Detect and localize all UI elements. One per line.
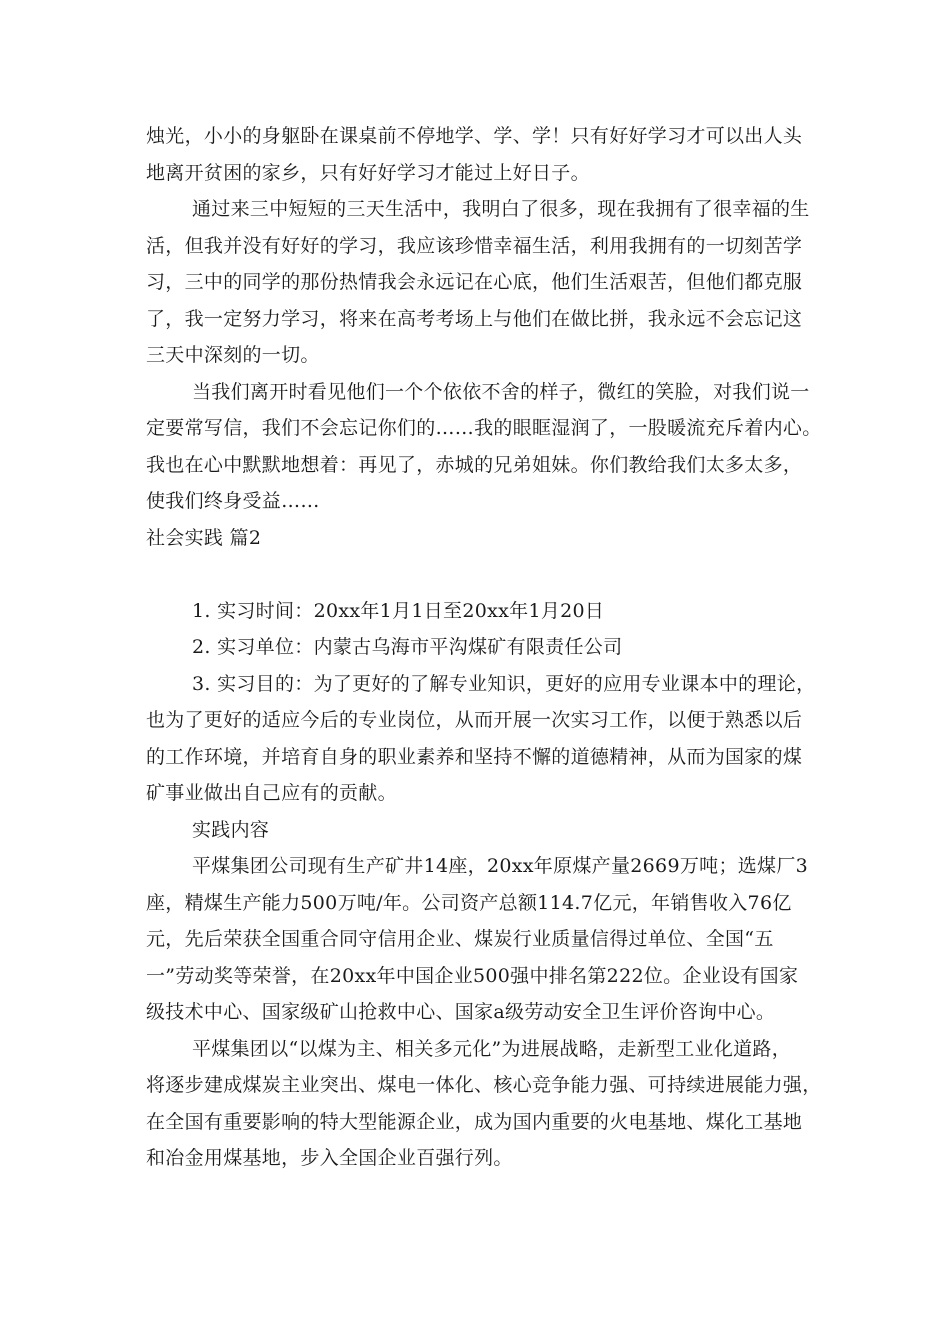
- paragraph-3: [146, 374, 822, 520]
- text-line: 在全国有重要影响的特大型能源企业，成为国内重要的火电基地、煤化工基地: [146, 1110, 803, 1133]
- text-line: 通过来三中短短的三天生活中，我明白了很多，现在我拥有了很幸福的生: [192, 198, 810, 220]
- text-line: 一”劳动奖等荣誉，在20xx年中国企业500强中排名第222位。企业设有国家: [146, 964, 799, 987]
- text-line: 习，三中的同学的那份热情我会永远记在心底，他们生活艰苦，但他们都克服: [146, 271, 803, 293]
- text-line: 矿事业做出自己应有的贡献。: [146, 782, 397, 804]
- text-line: 平煤集团公司现有生产矿井14座，20xx年原煤产量2669万吨；选煤厂3: [192, 855, 809, 877]
- paragraph-1: [146, 118, 808, 191]
- text-line: 将逐步建成煤炭主业突出、煤电一体化、核心竞争能力强、可持续进展能力强，: [146, 1074, 822, 1096]
- text-line: 三天中深刻的一切。: [146, 344, 320, 366]
- text-line: 平煤集团以“以煤为主、相关多元化”为进展战略，走新型工业化道路，: [192, 1037, 792, 1060]
- paragraph-2: [146, 191, 808, 374]
- blank-line: [146, 556, 808, 593]
- text-line: 的工作环境，并培育自身的职业素养和坚持不懈的道德精神，从而为国家的煤: [146, 745, 803, 768]
- text-line: 元，先后荣获全国重合同守信用企业、煤炭行业质量信得过单位、全国“五: [146, 928, 774, 950]
- text-line: 当我们离开时看见他们一个个依依不舍的样子，微红的笑脸，对我们说一: [192, 380, 810, 403]
- list-item: [146, 666, 816, 812]
- subheading: 实践内容: [192, 818, 270, 841]
- text-line: 3. 实习目的：为了更好的了解专业知识，更好的应用专业课本中的理论，: [192, 672, 816, 695]
- text-line: 也为了更好的适应今后的专业岗位，从而开展一次实习工作，以便于熟悉以后: [146, 709, 803, 731]
- content-paragraph-2: [146, 1031, 822, 1177]
- text-line: 了，我一定努力学习，将来在高考考场上与他们在做比拼，我永远不会忘记这: [146, 307, 803, 330]
- list-item: 2. 实习单位：内蒙古乌海市平沟煤矿有限责任公司: [192, 636, 623, 658]
- content-paragraph-1: [146, 848, 808, 1031]
- text-line: 座，精煤生产能力500万吨/年。公司资产总额114.7亿元，年销售收入76亿: [146, 891, 792, 914]
- text-line: 使我们终身受益……: [146, 490, 320, 512]
- text-line: 级技术中心、国家级矿山抢救中心、国家a级劳动安全卫生评价咨询中心。: [146, 1001, 776, 1023]
- text-line: 烛光，小小的身躯卧在课桌前不停地学、学、学！只有好好学习才可以出人头: [146, 125, 803, 147]
- text-line: 定要常写信，我们不会忘记你们的……我的眼眶湿润了，一股暖流充斥着内心。: [146, 417, 822, 439]
- text-line: 和冶金用煤基地，步入全国企业百强行列。: [146, 1147, 513, 1169]
- section-title: 社会实践 篇2: [146, 526, 262, 549]
- numbered-list: [146, 593, 816, 812]
- text-line: 我也在心中默默地想着：再见了，赤城的兄弟姐妹。你们教给我们太多太多，: [146, 453, 803, 476]
- text-line: 地离开贫困的家乡，只有好好学习才能过上好日子。: [146, 161, 590, 184]
- text-line: 活，但我并没有好好的学习，我应该珍惜幸福生活，利用我拥有的一切刻苦学: [146, 234, 803, 257]
- document-page: [146, 118, 822, 1177]
- list-item: 1. 实习时间：20xx年1月1日至20xx年1月20日: [192, 599, 605, 622]
